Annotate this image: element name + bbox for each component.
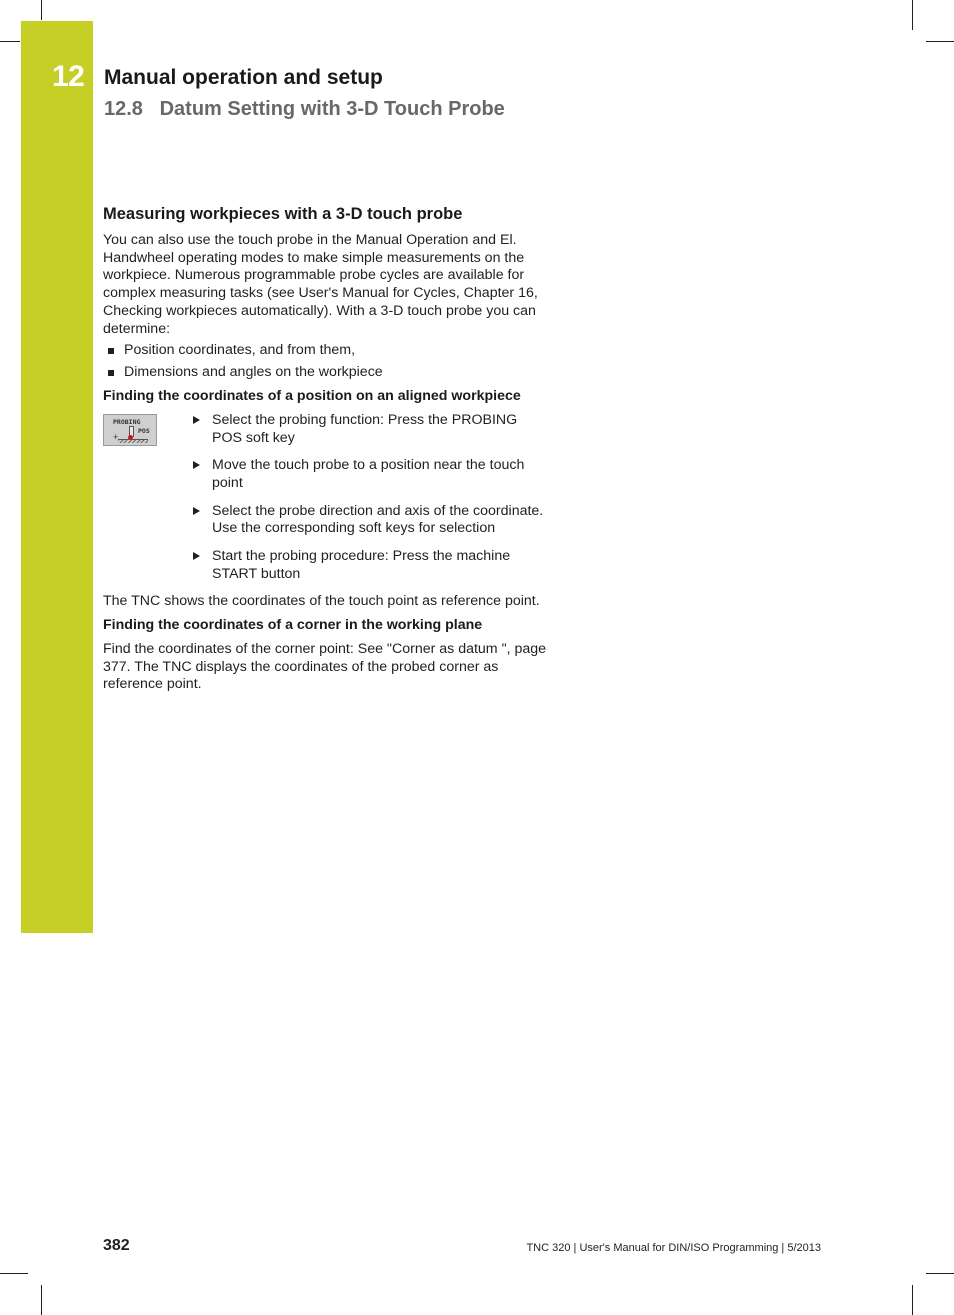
- subheading-aligned-workpiece: Finding the coordinates of a position on an aligned workpiece: [103, 388, 521, 405]
- step-item: Move the touch probe to a position near the touch point: [191, 457, 548, 492]
- subheading-corner: Finding the coordinates of a corner in the working plane: [103, 617, 483, 634]
- main-content: [103, 205, 548, 694]
- arrow-right-icon: [193, 461, 200, 469]
- arrow-right-icon: [193, 416, 200, 424]
- crop-mark: [926, 41, 954, 42]
- section-heading: Measuring workpieces with a 3-D touch probe: [103, 205, 463, 223]
- list-item: Dimensions and angles on the workpiece: [103, 364, 548, 382]
- chapter-title: Manual operation and setup: [104, 66, 383, 89]
- capability-list: [103, 342, 548, 382]
- arrow-right-icon: [193, 552, 200, 560]
- crop-mark: [41, 0, 42, 20]
- procedure-block: [103, 412, 548, 584]
- result-paragraph: The TNC shows the coordinates of the touch point as reference point.: [103, 593, 540, 610]
- corner-paragraph: Find the coordinates of the corner point: See "Corner as datum ", page 377. The TNC displays the coordinates of the probed corner as reference point.: [103, 640, 547, 693]
- probing-pos-softkey-icon: PROBING POS +: [103, 414, 157, 446]
- step-item: Start the probing procedure: Press the machine START button: [191, 548, 548, 583]
- chapter-sidebar: [21, 21, 93, 933]
- list-item: Position coordinates, and from them,: [103, 342, 548, 360]
- page-number: 382: [103, 1237, 130, 1254]
- chapter-number: 12: [52, 60, 85, 93]
- step-item: Select the probe direction and axis of the coordinate. Use the corresponding soft keys for selection: [191, 503, 548, 538]
- bullet-square-icon: [108, 370, 114, 376]
- crop-mark: [912, 0, 913, 30]
- step-item: Select the probing function: Press the PROBING POS soft key: [191, 412, 548, 447]
- crop-mark: [0, 1273, 28, 1274]
- intro-paragraph: You can also use the touch probe in the Manual Operation and El. Handwheel operating modes to make simple measurements on the workpiece. Numerous programmable probe cycles are available for complex measuring tasks (see User's Manual for Cycles, Chapter 16, Checking workpieces automatically). With a 3-D touch probe you can determine:: [103, 232, 538, 337]
- arrow-right-icon: [193, 507, 200, 515]
- crop-mark: [912, 1285, 913, 1315]
- crop-mark: [0, 41, 20, 42]
- bullet-square-icon: [108, 348, 114, 354]
- footer-doc-info: TNC 320 | User's Manual for DIN/ISO Programming | 5/2013: [526, 1242, 821, 1254]
- crop-mark: [41, 1285, 42, 1315]
- procedure-steps: [103, 412, 548, 584]
- section-title: 12.8 Datum Setting with 3-D Touch Probe: [104, 98, 505, 120]
- crop-mark: [926, 1273, 954, 1274]
